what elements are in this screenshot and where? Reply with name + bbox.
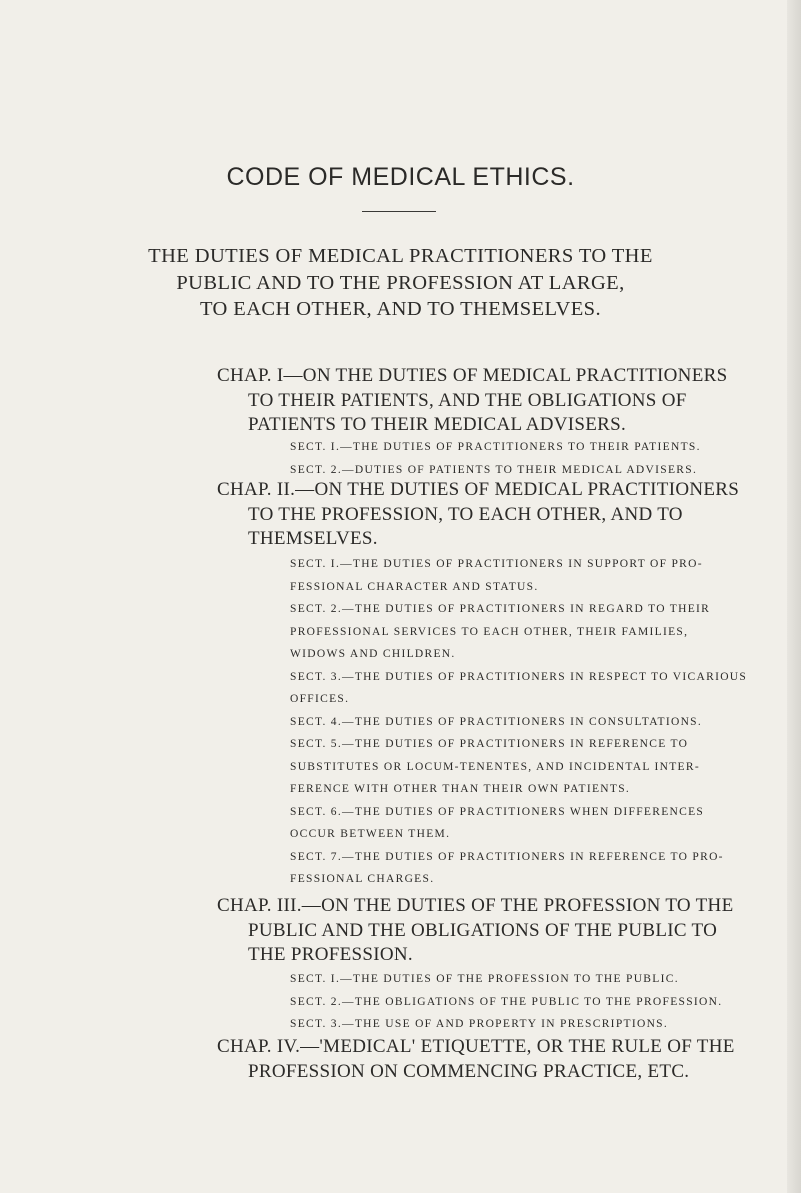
- section-line: SECT. 2.—THE OBLIGATIONS OF THE PUBLIC TO THE PROFESSION.: [290, 995, 723, 1008]
- title-rule: [362, 211, 436, 212]
- section-line: OFFICES.: [290, 693, 350, 705]
- chapter-1-heading: [217, 364, 728, 438]
- section-line: SECT. 4.—THE DUTIES OF PRACTITIONERS IN CONSULTATIONS.: [290, 715, 703, 728]
- chapter-line: TO THEIR PATIENTS, AND THE OBLIGATIONS OF: [248, 389, 687, 411]
- chapter-line: PROFESSION ON COMMENCING PRACTICE, ETC.: [248, 1060, 690, 1082]
- section-line: FERENCE WITH OTHER THAN THEIR OWN PATIENTS.: [290, 783, 631, 795]
- chapter-2-sections: [290, 553, 747, 891]
- section-line: SECT. I.—THE DUTIES OF THE PROFESSION TO THE PUBLIC.: [290, 973, 679, 985]
- section-line: SECT. 7.—THE DUTIES OF PRACTITIONERS IN REFERENCE TO PRO-: [290, 850, 724, 863]
- subtitle-line: THE DUTIES OF MEDICAL PRACTITIONERS TO THE: [148, 245, 653, 267]
- subtitle-line: TO EACH OTHER, AND TO THEMSELVES.: [199, 298, 602, 320]
- section-line: WIDOWS AND CHILDREN.: [290, 648, 456, 660]
- chapter-line: THEMSELVES.: [248, 528, 378, 549]
- section-line: FESSIONAL CHARGES.: [290, 873, 435, 885]
- chapter-3-sections: [290, 968, 722, 1036]
- section-line: SECT. 5.—THE DUTIES OF PRACTITIONERS IN REFERENCE TO: [290, 738, 689, 750]
- chapter-4-heading: [217, 1035, 735, 1084]
- section-line: SUBSTITUTES OR LOCUM-TENENTES, AND INCIDENTAL INTER-: [290, 760, 700, 773]
- chapter-line: CHAP. IV.—'MEDICAL' ETIQUETTE, OR THE RULE OF THE: [217, 1036, 735, 1057]
- chapter-line: PUBLIC AND THE OBLIGATIONS OF THE PUBLIC TO: [248, 919, 718, 941]
- chapter-line: THE PROFESSION.: [248, 944, 413, 965]
- section-line: SECT. I.—THE DUTIES OF PRACTITIONERS IN SUPPORT OF PRO-: [290, 558, 703, 570]
- section-line: SECT. 3.—THE USE OF AND PROPERTY IN PRESCRIPTIONS.: [290, 1018, 669, 1030]
- section-line: SECT. 6.—THE DUTIES OF PRACTITIONERS WHEN DIFFERENCES: [290, 805, 705, 818]
- chapter-line: CHAP. I—ON THE DUTIES OF MEDICAL PRACTITIONERS: [217, 365, 728, 386]
- section-line: OCCUR BETWEEN THEM.: [290, 828, 451, 840]
- chapter-3-heading: [217, 894, 734, 968]
- section-line: SECT. 2.—THE DUTIES OF PRACTITIONERS IN REGARD TO THEIR: [290, 603, 711, 615]
- subtitle-line: PUBLIC AND TO THE PROFESSION AT LARGE,: [176, 271, 625, 294]
- chapter-2-heading: [217, 478, 740, 552]
- chapter-line: PATIENTS TO THEIR MEDICAL ADVISERS.: [248, 414, 627, 435]
- chapter-1-sections: [290, 436, 701, 481]
- section-line: SECT. 3.—THE DUTIES OF PRACTITIONERS IN RESPECT TO VICARIOUS: [290, 670, 748, 683]
- chapter-line: CHAP. III.—ON THE DUTIES OF THE PROFESSION TO THE: [217, 895, 734, 916]
- section-line: FESSIONAL CHARACTER AND STATUS.: [290, 580, 539, 593]
- chapter-line: CHAP. II.—ON THE DUTIES OF MEDICAL PRACTITIONERS: [217, 479, 740, 500]
- chapter-line: TO THE PROFESSION, TO EACH OTHER, AND TO: [248, 503, 683, 525]
- section-line: SECT. 2.—DUTIES OF PATIENTS TO THEIR MEDICAL ADVISERS.: [290, 463, 698, 476]
- subtitle: [0, 243, 801, 323]
- section-line: SECT. I.—THE DUTIES OF PRACTITIONERS TO THEIR PATIENTS.: [290, 441, 701, 453]
- section-line: PROFESSIONAL SERVICES TO EACH OTHER, THEIR FAMILIES,: [290, 625, 689, 638]
- page-title: CODE OF MEDICAL ETHICS.: [226, 163, 575, 191]
